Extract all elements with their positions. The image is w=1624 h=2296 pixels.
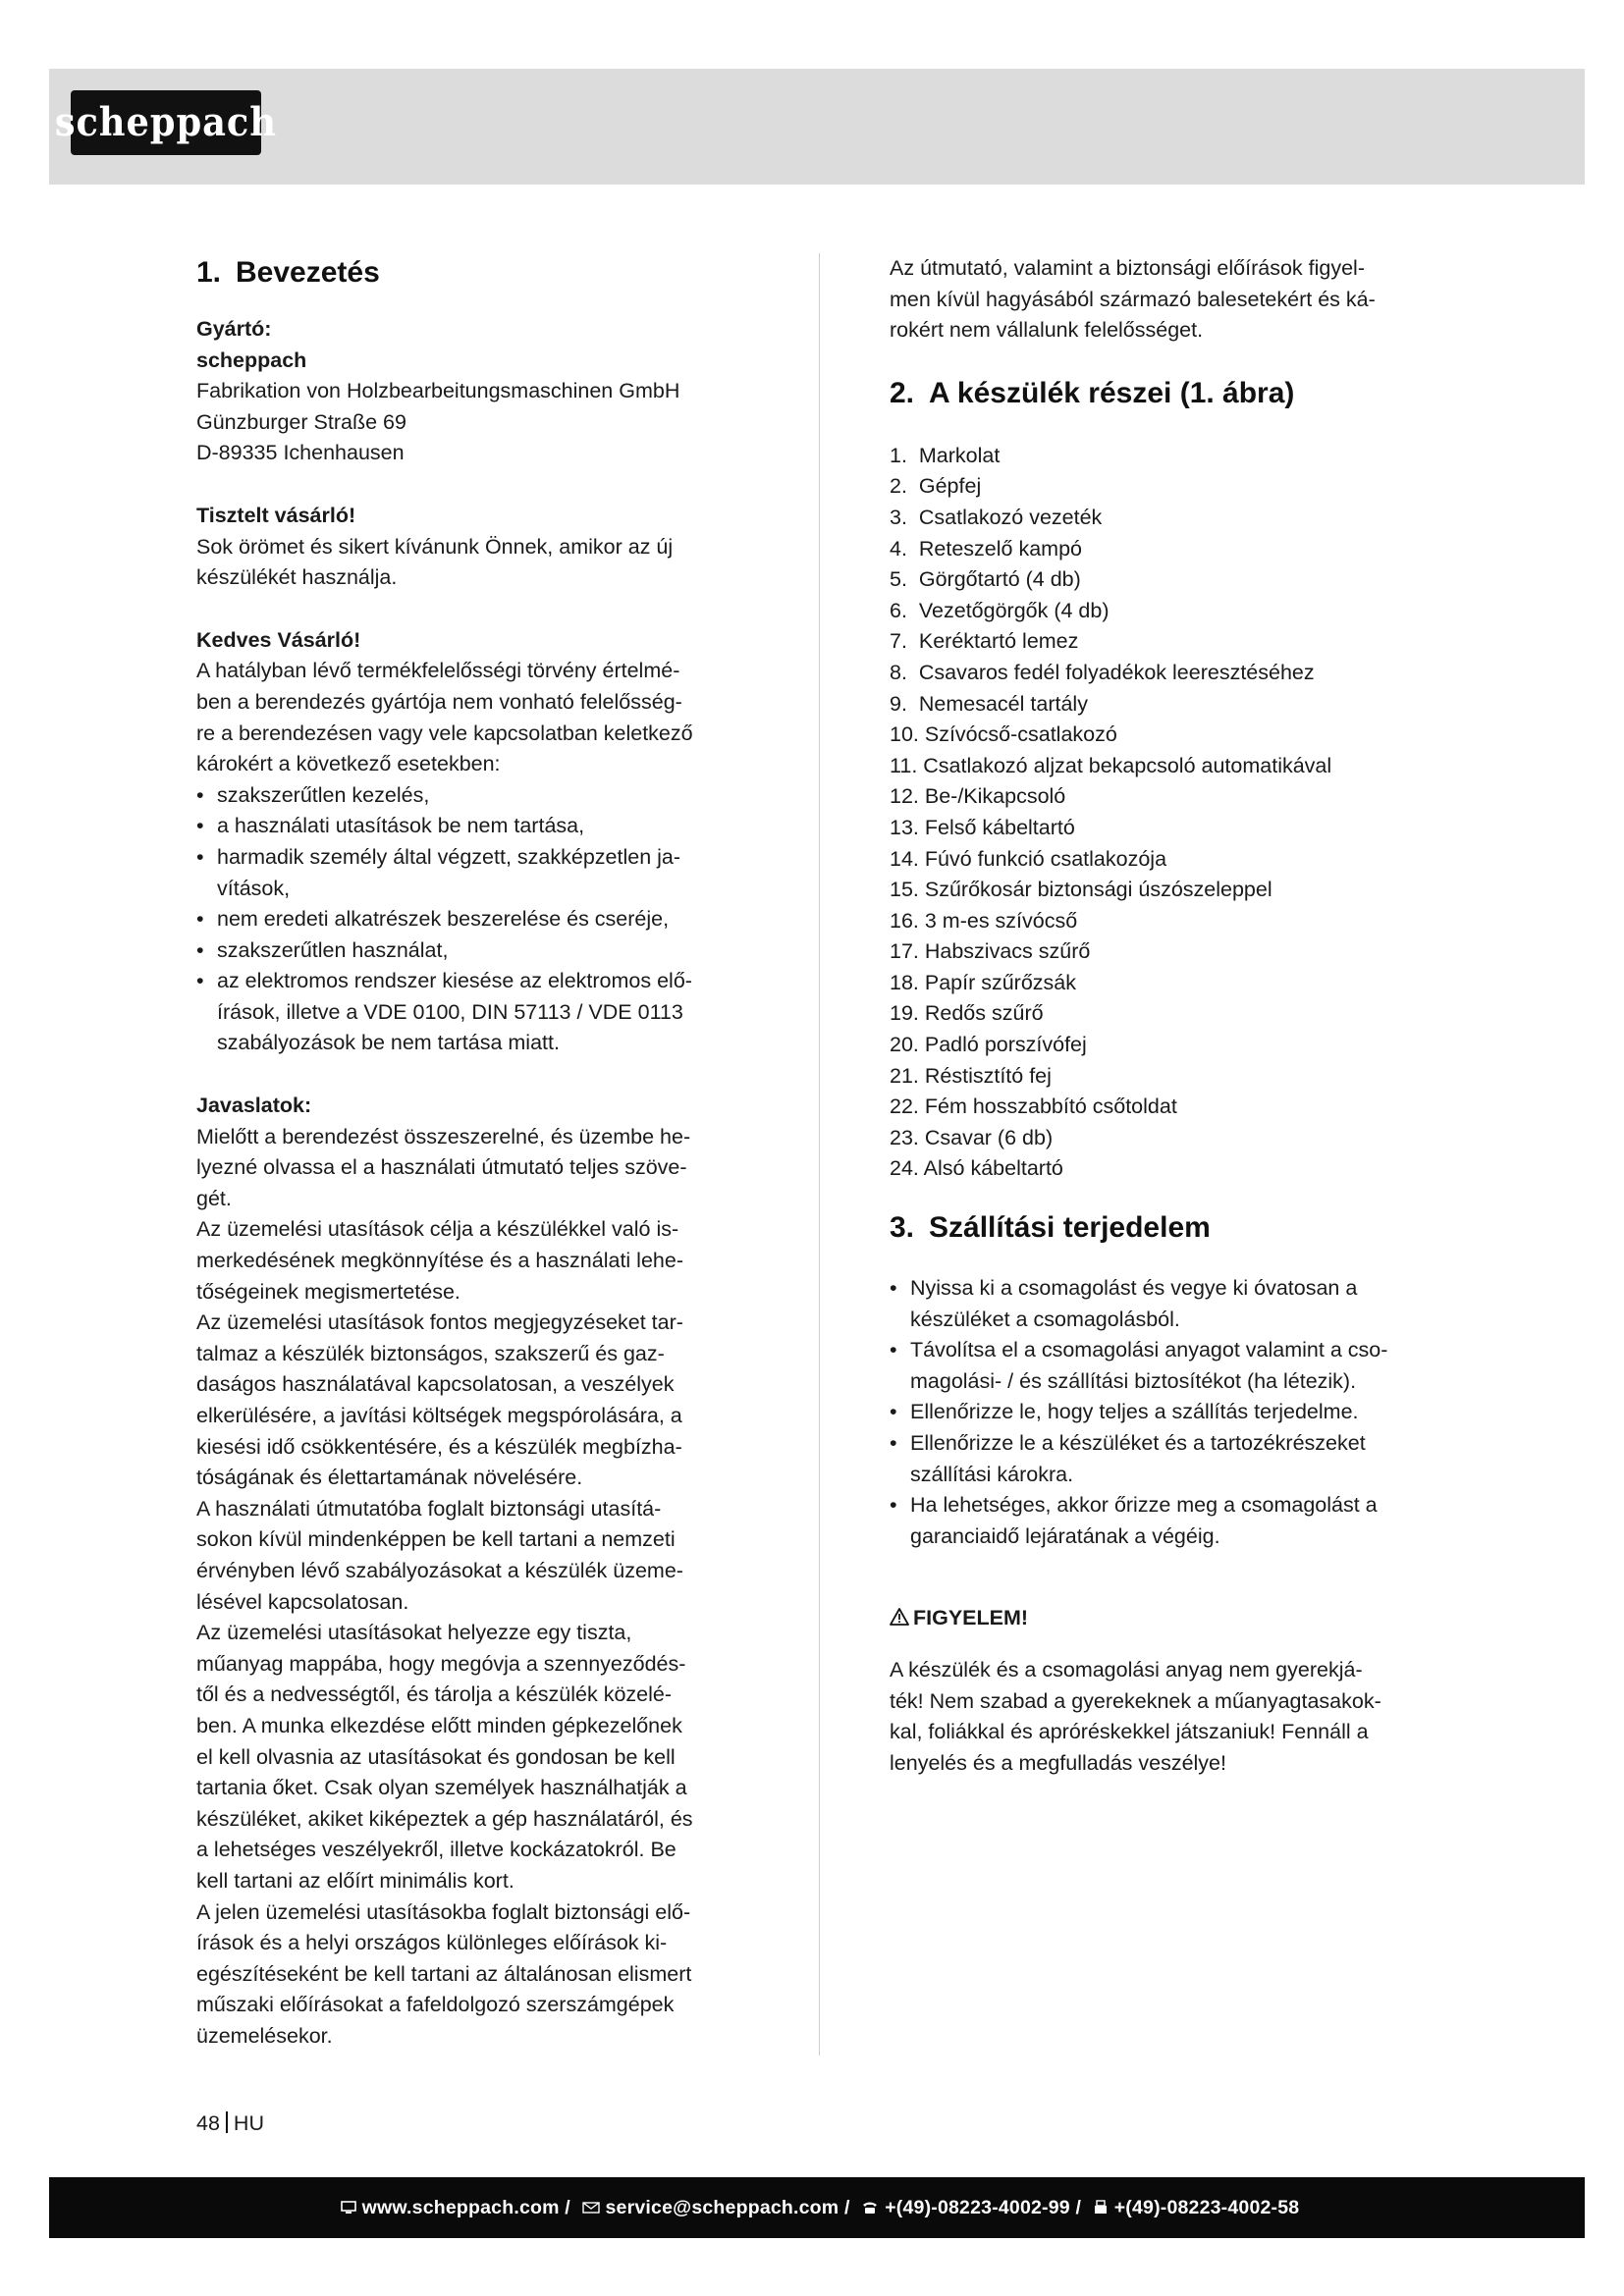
list-item: 3. Csatlakozó vezeték xyxy=(890,505,1103,529)
contact-footer: www.scheppach.com / service@scheppach.com / +(49)-08223-4002-99 / +(49)-08223-4002-58 xyxy=(49,2177,1585,2238)
liability-heading: Kedves Vásárló! xyxy=(196,627,361,652)
list-item: 4. Reteszelő kampó xyxy=(890,536,1082,561)
recommendation-line: A használati útmutatóba foglalt biztonsági utasítá- xyxy=(196,1496,662,1521)
disclaimer-line: men kívül hagyásából származó balesetekért és ká- xyxy=(890,287,1376,311)
section-3-heading xyxy=(890,1208,1441,1248)
list-item: • az elektromos rendszer kiesése az elektromos elő- írások, illetve a VDE 0100, DIN 57113 / VDE 0113 szabályozások be nem tartása miatt. xyxy=(196,966,748,1059)
page-number-separator xyxy=(226,2111,228,2133)
section-2-heading xyxy=(890,374,1441,413)
recommendation-line: írások és a helyi országos különleges előírások ki- xyxy=(196,1931,668,1955)
list-item: • harmadik személy által végzett, szakképzetlen ja- vítások, xyxy=(196,842,748,904)
list-item: 15. Szűrőkosár biztonsági úszószeleppel xyxy=(890,878,1272,902)
list-item: • nem eredeti alkatrészek beszerelése és cseréje, xyxy=(196,904,748,935)
wish-line: Sok örömet és sikert kívánunk Önnek, amikor az új xyxy=(196,534,674,559)
list-item: 10. Szívócső-csatlakozó xyxy=(890,722,1117,747)
page-number-value: 48 xyxy=(196,2111,220,2135)
list-item: 14. Fúvó funkció csatlakozója xyxy=(890,846,1167,871)
greeting-heading: Tisztelt vásárló! xyxy=(196,503,356,527)
recommendation-line: érvényben lévő szabályozásokat a készülék üzeme- xyxy=(196,1558,683,1582)
fax-icon xyxy=(1093,2200,1109,2216)
list-item: 22. Fém hosszabbító csőtoldat xyxy=(890,1095,1177,1119)
header-band xyxy=(49,69,1585,185)
manufacturer-label: Gyártó: xyxy=(196,317,272,341)
recommendation-line: tőségeinek megismertetése. xyxy=(196,1279,460,1304)
list-item: 13. Felső kábeltartó xyxy=(890,815,1075,839)
list-item: 18. Papír szűrőzsák xyxy=(890,970,1077,994)
recommendation-line: tóságának és élettartamának növelésére. xyxy=(196,1466,583,1490)
list-item: 16. 3 m-es szívócső xyxy=(890,908,1078,933)
warning-title: FIGYELEM! xyxy=(913,1605,1029,1629)
recommendation-line: sokon kívül mindenképpen be kell tartani a nemzeti xyxy=(196,1527,676,1552)
recommendation-line: talmaz a készülék biztonságos, szakszerű és gaz- xyxy=(196,1341,665,1365)
warning-line: kal, foliákkal és apróréskekkel játszaniuk! Fennáll a xyxy=(890,1720,1369,1744)
recommendation-line: műszaki előírásokat a fafeldolgozó szerszámgépek xyxy=(196,1993,675,2017)
section-2-number: 2. xyxy=(890,376,915,409)
list-item: 9. Nemesacél tartály xyxy=(890,691,1088,716)
list-item: • Ha lehetséges, akkor őrizze meg a csomagolást a garanciaidő lejáratának a végéig. xyxy=(890,1490,1441,1552)
recommendation-line: A jelen üzemelési utasításokba foglalt biztonsági elő- xyxy=(196,1899,691,1924)
list-item: 21. Réstisztító fej xyxy=(890,1063,1052,1088)
page-number xyxy=(196,2109,264,2138)
recommendation-line: ben. A munka elkezdése előtt minden gépkezelőnek xyxy=(196,1713,682,1737)
recommendation-line: Mielőtt a berendezést összeszerelné, és üzembe he- xyxy=(196,1124,691,1148)
email-icon xyxy=(582,2202,600,2214)
recommendation-line: elkerülésére, a javítási költségek megspórolására, a xyxy=(196,1404,682,1427)
monitor-icon xyxy=(341,2201,356,2215)
recommendation-line: kell tartani az előírt minimális kort. xyxy=(196,1868,514,1893)
recommendation-line: gét. xyxy=(196,1186,232,1210)
section-1-heading xyxy=(196,253,748,293)
recommendation-line: egészítéseként be kell tartani az általánosan elismert xyxy=(196,1961,692,1986)
list-item: 5. Görgőtartó (4 db) xyxy=(890,567,1081,592)
liability-line: A hatályban lévő termékfelelősségi törvény értelmé- xyxy=(196,659,680,683)
list-item: • Nyissa ki a csomagolást és vegye ki óvatosan a készüléket a csomagolásból. xyxy=(890,1273,1441,1335)
liability-line: re a berendezésen vagy vele kapcsolatban keletkező xyxy=(196,721,693,745)
list-item: • Távolítsa el a csomagolási anyagot valamint a cso- magolási- / és szállítási biztosítékot (ha létezik). xyxy=(890,1335,1441,1397)
recommendation-line: lyezné olvassa el a használati útmutató teljes szöve- xyxy=(196,1155,687,1180)
page-language: HU xyxy=(233,2111,264,2135)
recommendation-line: lésével kapcsolatosan. xyxy=(196,1589,409,1614)
recommendation-line: a lehetséges veszélyekről, illetve kockázatokról. Be xyxy=(196,1838,677,1862)
list-item: • szakszerűtlen kezelés, xyxy=(196,780,748,812)
section-1-number: 1. xyxy=(196,256,222,289)
section-1-title: Bevezetés xyxy=(236,256,380,289)
recommendation-line: műanyag mappába, hogy megóvja a szennyeződés- xyxy=(196,1651,686,1676)
column-divider xyxy=(819,253,820,2056)
recommendation-line: től és a nedvességtől, és tárolja a készülék közelé- xyxy=(196,1682,673,1707)
list-item: 1. Markolat xyxy=(890,443,1001,467)
list-item: 6. Vezetőgörgők (4 db) xyxy=(890,598,1110,622)
liability-bullet-list xyxy=(196,780,748,1059)
disclaimer-line: rokért nem vállalunk felelősséget. xyxy=(890,318,1204,343)
recommendation-line: merkedésének megkönnyítése és a használati lehe- xyxy=(196,1249,683,1273)
list-item: 17. Habszivacs szűrő xyxy=(890,939,1091,964)
list-item: 11. Csatlakozó aljzat bekapcsoló automatikával xyxy=(890,753,1332,777)
liability-line: ben a berendezés gyártója nem vonható felelősség- xyxy=(196,689,682,714)
list-item: • a használati utasítások be nem tartása, xyxy=(196,811,748,842)
footer-phone[interactable]: +(49)-08223-4002-99 xyxy=(885,2196,1070,2218)
section-2-title: A készülék részei (1. ábra) xyxy=(929,376,1295,409)
address-line: D-89335 Ichenhausen xyxy=(196,441,405,465)
address-line: Fabrikation von Holzbearbeitungsmaschinen GmbH xyxy=(196,379,680,403)
warning-icon xyxy=(890,1608,909,1626)
recommendation-line: el kell olvasnia az utasításokat és gondosan be kell xyxy=(196,1744,676,1769)
recommendation-line: daságos használatával kapcsolatosan, a veszélyek xyxy=(196,1372,675,1397)
recommendation-line: Az üzemelési utasítások fontos megjegyzéseket tar- xyxy=(196,1310,683,1335)
list-item: 12. Be-/Kikapcsoló xyxy=(890,784,1066,809)
recommendation-line: Az üzemelési utasítások célja a készülékkel való is- xyxy=(196,1217,679,1242)
disclaimer-line: Az útmutató, valamint a biztonsági előírások figyel- xyxy=(890,256,1365,280)
recommendation-line: Az üzemelési utasításokat helyezze egy tiszta, xyxy=(196,1621,632,1645)
right-column xyxy=(890,253,1441,1779)
recommendations-heading: Javaslatok: xyxy=(196,1094,312,1118)
list-item: 7. Keréktartó lemez xyxy=(890,629,1079,654)
manufacturer-name: scheppach xyxy=(196,347,307,372)
recommendation-line: készüléket, akiket kiképeztek a gép használatáról, és xyxy=(196,1806,693,1831)
warning-heading xyxy=(890,1603,1441,1634)
recommendation-line: üzemelésekor. xyxy=(196,2023,333,2048)
list-item: • szakszerűtlen használat, xyxy=(196,935,748,967)
left-column xyxy=(196,253,748,2052)
list-item: 20. Padló porszívófej xyxy=(890,1033,1087,1057)
recommendation-line: tartania őket. Csak olyan személyek használhatják a xyxy=(196,1776,687,1800)
list-item: 2. Gépfej xyxy=(890,474,982,499)
scheppach-logo xyxy=(54,90,278,155)
recommendations-body xyxy=(196,1122,748,2053)
footer-website[interactable]: www.scheppach.com xyxy=(361,2196,560,2218)
wish-line: készülékét használja. xyxy=(196,565,398,590)
warning-line: lenyelés és a megfulladás veszélye! xyxy=(890,1750,1226,1775)
phone-icon xyxy=(861,2201,879,2215)
list-item: • Ellenőrizze le a készüléket és a tartozékrészeket szállítási károkra. xyxy=(890,1428,1441,1490)
list-item: 24. Alsó kábeltartó xyxy=(890,1156,1063,1181)
footer-fax[interactable]: +(49)-08223-4002-58 xyxy=(1113,2196,1300,2218)
section-3-number: 3. xyxy=(890,1211,915,1245)
parts-list xyxy=(890,441,1441,1185)
list-item: 19. Redős szűrő xyxy=(890,1001,1044,1026)
list-item: 23. Csavar (6 db) xyxy=(890,1125,1054,1149)
footer-email[interactable]: service@scheppach.com xyxy=(605,2196,839,2218)
liability-line: károkért a következő esetekben: xyxy=(196,752,501,776)
section-3-title: Szállítási terjedelem xyxy=(929,1211,1211,1245)
delivery-bullet-list xyxy=(890,1273,1441,1552)
warning-line: ték! Nem szabad a gyerekeknek a műanyagtasakok- xyxy=(890,1688,1381,1713)
list-item: • Ellenőrizze le, hogy teljes a szállítás terjedelme. xyxy=(890,1397,1441,1428)
address-line: Günzburger Straße 69 xyxy=(196,409,406,434)
warning-line: A készülék és a csomagolási anyag nem gyerekjá- xyxy=(890,1657,1363,1682)
logo-text: scheppach xyxy=(54,99,278,145)
list-item: 8. Csavaros fedél folyadékok leeresztéséhez xyxy=(890,660,1315,684)
recommendation-line: kiesési idő csökkentésére, és a készülék megbízha- xyxy=(196,1434,682,1459)
